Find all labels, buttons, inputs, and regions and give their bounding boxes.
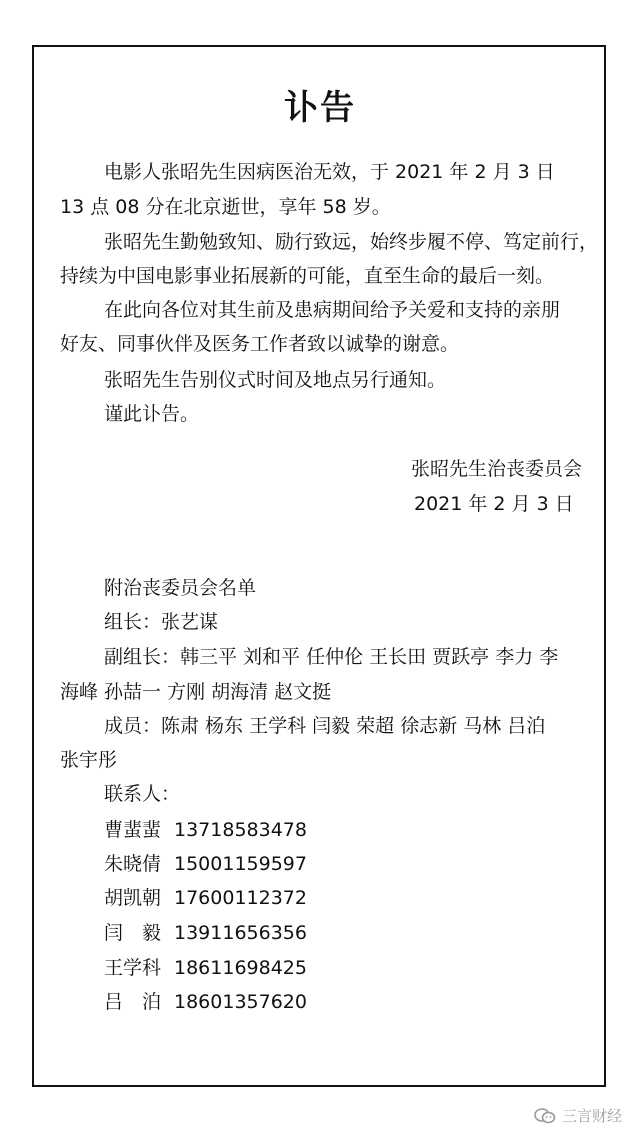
wechat-channel-icon [534, 1107, 556, 1125]
contact-phone: 18601357620 [174, 991, 307, 1013]
contact-row [104, 818, 307, 842]
contacts-heading: 联系人： [104, 783, 181, 805]
body-paragraph-2-line-2: 持续为中国电影事业拓展新的可能，直至生命的最后一刻。 [60, 265, 555, 287]
body-paragraph-1-line-1: 电影人张昭先生因病医治无效，于 2021 年 2 月 3 日 [104, 161, 555, 183]
contact-phone: 13718583478 [174, 819, 307, 841]
signature-committee: 张昭先生治丧委员会 [410, 458, 582, 480]
contact-name: 吕 泊 [104, 991, 162, 1013]
contact-name: 王学科 [104, 957, 162, 979]
appendix-deputy-line-2: 海峰 孙喆一 方刚 胡海清 赵文挺 [60, 681, 332, 703]
contact-row [104, 852, 307, 876]
body-paragraph-4: 张昭先生告别仪式时间及地点另行通知。 [104, 369, 447, 391]
appendix-members-line-1: 成员：陈肃 杨东 王学科 闫毅 荣超 徐志新 马林 吕泊 [104, 715, 546, 737]
body-paragraph-3-line-2: 好友、同事伙伴及医务工作者致以诚挚的谢意。 [60, 333, 460, 355]
contact-phone: 17600112372 [174, 887, 307, 909]
contact-row [104, 886, 307, 910]
contact-phone: 13911656356 [174, 922, 307, 944]
contact-phone: 18611698425 [174, 957, 307, 979]
appendix-leader: 组长：张艺谋 [104, 611, 219, 633]
contact-row [104, 956, 307, 980]
appendix-deputy-line-1: 副组长：韩三平 刘和平 任仲伦 王长田 贾跃亭 李力 李 [104, 646, 559, 668]
body-paragraph-1-line-2: 13 点 08 分在北京逝世，享年 58 岁。 [60, 196, 391, 218]
contact-name: 闫 毅 [104, 922, 162, 944]
page-title: 讣告 [284, 88, 356, 128]
appendix-members-line-2: 张宇彤 [60, 749, 118, 771]
contact-name: 曹蜚蜚 [104, 819, 162, 841]
contact-phone: 15001159597 [174, 853, 307, 875]
body-paragraph-2-line-1: 张昭先生勤勉致知、励行致远，始终步履不停、笃定前行， [104, 231, 599, 253]
watermark [534, 1105, 622, 1126]
contact-name: 朱晓倩 [104, 853, 162, 875]
body-paragraph-3-line-1: 在此向各位对其生前及患病期间给予关爱和支持的亲朋 [104, 299, 561, 321]
contact-row [104, 990, 307, 1014]
contact-row [104, 921, 307, 945]
signature-date: 2021 年 2 月 3 日 [414, 493, 574, 515]
body-paragraph-5: 谨此讣告。 [104, 403, 200, 425]
appendix-heading: 附治丧委员会名单 [104, 577, 257, 599]
watermark-text: 三言财经 [561, 1107, 622, 1125]
contact-name: 胡凯朝 [104, 887, 162, 909]
